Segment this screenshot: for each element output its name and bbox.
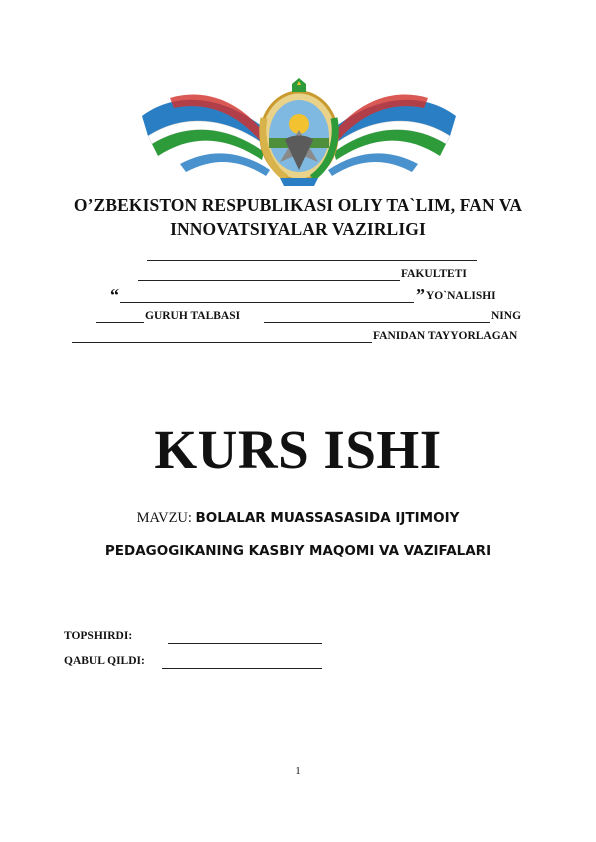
ministry-heading [0,193,596,241]
topic-line-2: PEDAGOGIKANING KASBIY MAQOMI VA VAZIFALARI [104,543,492,559]
topic-line-1 [0,510,596,527]
ministry-line-1: O’ZBEKISTON RESPUBLIKASI OLIY TA`LIM, FAN VA [73,195,523,215]
right-ribbon [324,95,456,176]
accepted-blank-line[interactable] [162,668,322,669]
subject-label: FANIDAN TAYYORLAGAN [373,330,518,342]
page-number: 1 [295,765,301,777]
state-emblem-icon [140,78,458,190]
direction-open-quote: “ [110,285,119,305]
faculty-label: FAKULTETI [401,268,467,280]
submitted-label: TOPSHIRDI: [64,630,133,642]
ning-label: NING [491,310,522,322]
topic-label: MAVZU: [136,510,192,526]
accepted-label: QABUL QILDI: [64,655,145,667]
topic-text-1: BOLALAR MUASSASASIDA IJTIMOIY [195,510,460,526]
student-name-blank-line[interactable] [264,322,490,323]
emblem-medallion [261,78,337,186]
faculty-blank-line[interactable] [138,280,400,281]
document-title: KURS ISHI [154,419,442,480]
left-ribbon [142,95,274,176]
group-blank-line[interactable] [96,322,144,323]
direction-label: YO`NALISHI [426,290,496,302]
ministry-line-2: INNOVATSIYALAR VAZIRLIGI [170,219,426,239]
university-blank-line[interactable] [147,260,477,261]
submitted-blank-line[interactable] [168,643,322,644]
direction-close-quote: ” [416,285,425,305]
subject-blank-line[interactable] [72,342,372,343]
direction-blank-line[interactable] [120,302,414,303]
group-label: GURUH TALBASI [145,310,241,322]
